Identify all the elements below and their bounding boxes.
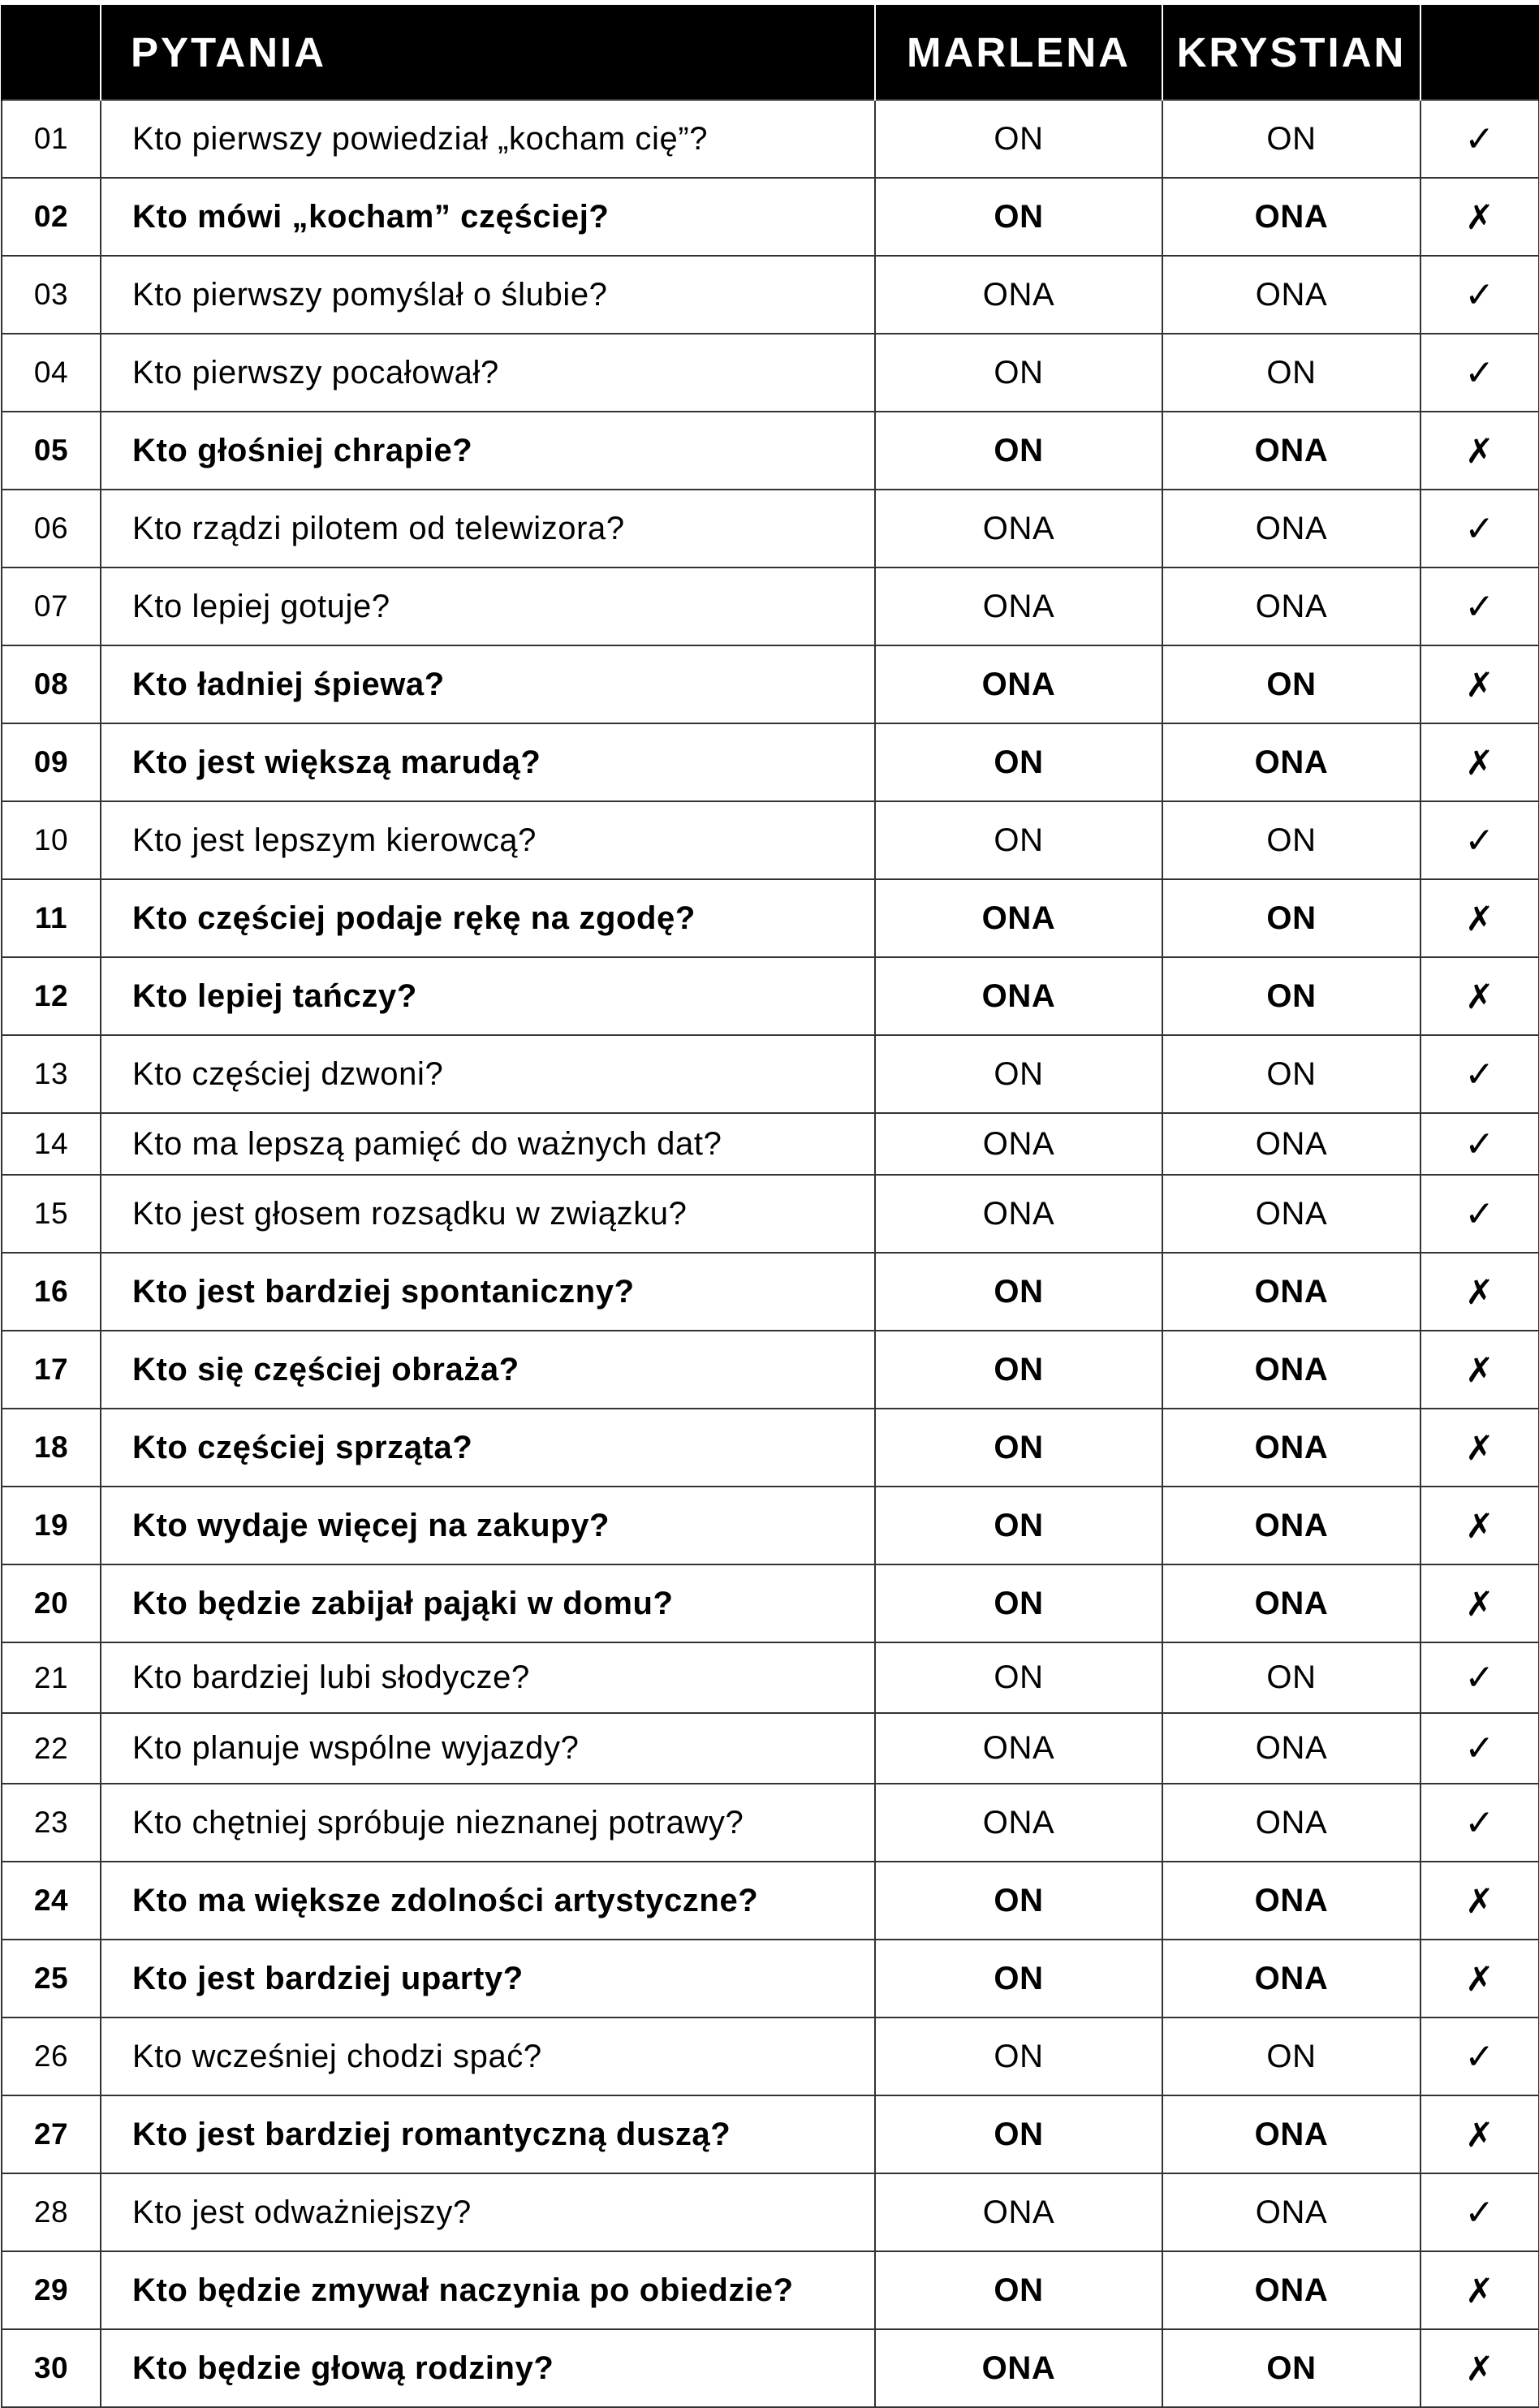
mismatch-cross-icon: ✗ (1420, 957, 1539, 1035)
question-text: Kto będzie zmywał naczynia po obiedzie? (101, 2251, 875, 2329)
question-number: 22 (2, 1713, 101, 1784)
table-row (2, 100, 1539, 178)
table-row (2, 2251, 1539, 2329)
answer-marlena: ONA (875, 490, 1162, 567)
table-row (2, 1035, 1539, 1113)
answer-marlena: ON (875, 801, 1162, 879)
answer-marlena: ON (875, 2017, 1162, 2095)
question-text: Kto jest bardziej romantyczną duszą? (101, 2095, 875, 2173)
answer-krystian: ONA (1162, 256, 1420, 334)
mismatch-cross-icon: ✗ (1420, 2329, 1539, 2407)
answer-marlena: ON (875, 178, 1162, 256)
answer-krystian: ON (1162, 879, 1420, 957)
question-number: 08 (2, 645, 101, 723)
table-row (2, 1331, 1539, 1409)
answer-krystian: ONA (1162, 2251, 1420, 2329)
table-row (2, 1175, 1539, 1253)
answer-marlena: ON (875, 334, 1162, 412)
answer-marlena: ONA (875, 1175, 1162, 1253)
table-row (2, 412, 1539, 490)
question-number: 02 (2, 178, 101, 256)
question-number: 11 (2, 879, 101, 957)
answer-marlena: ONA (875, 879, 1162, 957)
match-check-icon: ✓ (1420, 1784, 1539, 1862)
table-row (2, 2095, 1539, 2173)
mismatch-cross-icon: ✗ (1420, 645, 1539, 723)
question-text: Kto jest lepszym kierowcą? (101, 801, 875, 879)
table-row (2, 178, 1539, 256)
question-number: 21 (2, 1642, 101, 1713)
mismatch-cross-icon: ✗ (1420, 2095, 1539, 2173)
answer-marlena: ONA (875, 256, 1162, 334)
question-number: 26 (2, 2017, 101, 2095)
table-row (2, 1253, 1539, 1331)
question-text: Kto głośniej chrapie? (101, 412, 875, 490)
answer-krystian: ON (1162, 801, 1420, 879)
question-text: Kto planuje wspólne wyjazdy? (101, 1713, 875, 1784)
answer-marlena: ONA (875, 2329, 1162, 2407)
question-number: 16 (2, 1253, 101, 1331)
answer-marlena: ON (875, 1862, 1162, 1940)
question-text: Kto będzie zabijał pająki w domu? (101, 1564, 875, 1642)
answer-krystian: ON (1162, 2329, 1420, 2407)
match-check-icon: ✓ (1420, 100, 1539, 178)
mismatch-cross-icon: ✗ (1420, 412, 1539, 490)
match-check-icon: ✓ (1420, 334, 1539, 412)
question-number: 06 (2, 490, 101, 567)
table-row (2, 1409, 1539, 1487)
answer-krystian: ONA (1162, 1331, 1420, 1409)
question-text: Kto częściej sprząta? (101, 1409, 875, 1487)
header-row (2, 5, 1539, 100)
question-text: Kto jest większą marudą? (101, 723, 875, 801)
question-number: 10 (2, 801, 101, 879)
table-row (2, 490, 1539, 567)
question-number: 18 (2, 1409, 101, 1487)
answer-marlena: ON (875, 1331, 1162, 1409)
header-marlena: MARLENA (875, 5, 1162, 100)
table-row (2, 256, 1539, 334)
answer-marlena: ON (875, 100, 1162, 178)
question-number: 29 (2, 2251, 101, 2329)
header-krystian: KRYSTIAN (1162, 5, 1420, 100)
question-number: 20 (2, 1564, 101, 1642)
answer-krystian: ONA (1162, 178, 1420, 256)
answer-krystian: ONA (1162, 1175, 1420, 1253)
question-number: 19 (2, 1487, 101, 1564)
question-text: Kto pierwszy powiedział „kocham cię”? (101, 100, 875, 178)
match-check-icon: ✓ (1420, 801, 1539, 879)
mismatch-cross-icon: ✗ (1420, 1409, 1539, 1487)
table-row (2, 723, 1539, 801)
answer-krystian: ON (1162, 1642, 1420, 1713)
match-check-icon: ✓ (1420, 2173, 1539, 2251)
question-number: 09 (2, 723, 101, 801)
question-text: Kto jest bardziej uparty? (101, 1940, 875, 2017)
table-row (2, 2173, 1539, 2251)
question-text: Kto ma lepszą pamięć do ważnych dat? (101, 1113, 875, 1175)
table-row (2, 1487, 1539, 1564)
mismatch-cross-icon: ✗ (1420, 1253, 1539, 1331)
answer-krystian: ON (1162, 957, 1420, 1035)
answer-krystian: ONA (1162, 1487, 1420, 1564)
question-text: Kto się częściej obraża? (101, 1331, 875, 1409)
answer-krystian: ONA (1162, 1940, 1420, 2017)
question-text: Kto mówi „kocham” częściej? (101, 178, 875, 256)
answer-marlena: ONA (875, 1713, 1162, 1784)
table-row (2, 1113, 1539, 1175)
table-row (2, 801, 1539, 879)
header-result (1420, 5, 1539, 100)
answer-krystian: ONA (1162, 1784, 1420, 1862)
question-number: 23 (2, 1784, 101, 1862)
answer-marlena: ON (875, 2251, 1162, 2329)
mismatch-cross-icon: ✗ (1420, 1940, 1539, 2017)
match-check-icon: ✓ (1420, 1113, 1539, 1175)
answer-marlena: ONA (875, 1784, 1162, 1862)
answer-marlena: ON (875, 1253, 1162, 1331)
mismatch-cross-icon: ✗ (1420, 879, 1539, 957)
question-text: Kto jest głosem rozsądku w związku? (101, 1175, 875, 1253)
table-row (2, 1862, 1539, 1940)
match-check-icon: ✓ (1420, 1713, 1539, 1784)
answer-marlena: ONA (875, 957, 1162, 1035)
mismatch-cross-icon: ✗ (1420, 1862, 1539, 1940)
question-number: 24 (2, 1862, 101, 1940)
mismatch-cross-icon: ✗ (1420, 1331, 1539, 1409)
question-text: Kto będzie głową rodziny? (101, 2329, 875, 2407)
question-number: 12 (2, 957, 101, 1035)
table-row (2, 1940, 1539, 2017)
question-number: 25 (2, 1940, 101, 2017)
answer-marlena: ON (875, 1564, 1162, 1642)
question-number: 15 (2, 1175, 101, 1253)
answer-marlena: ON (875, 412, 1162, 490)
header-number (2, 5, 101, 100)
answer-krystian: ONA (1162, 1409, 1420, 1487)
question-number: 28 (2, 2173, 101, 2251)
question-number: 03 (2, 256, 101, 334)
question-number: 27 (2, 2095, 101, 2173)
answer-krystian: ON (1162, 645, 1420, 723)
table-row (2, 334, 1539, 412)
answer-krystian: ONA (1162, 412, 1420, 490)
question-text: Kto pierwszy pomyślał o ślubie? (101, 256, 875, 334)
answer-krystian: ON (1162, 334, 1420, 412)
table-row (2, 1564, 1539, 1642)
question-text: Kto ma większe zdolności artystyczne? (101, 1862, 875, 1940)
question-number: 01 (2, 100, 101, 178)
mismatch-cross-icon: ✗ (1420, 2251, 1539, 2329)
answer-marlena: ON (875, 1035, 1162, 1113)
question-number: 05 (2, 412, 101, 490)
answer-marlena: ONA (875, 567, 1162, 645)
match-check-icon: ✓ (1420, 490, 1539, 567)
answer-krystian: ONA (1162, 567, 1420, 645)
table-row (2, 1784, 1539, 1862)
answer-krystian: ONA (1162, 1713, 1420, 1784)
question-text: Kto bardziej lubi słodycze? (101, 1642, 875, 1713)
mismatch-cross-icon: ✗ (1420, 1487, 1539, 1564)
question-text: Kto rządzi pilotem od telewizora? (101, 490, 875, 567)
question-text: Kto wydaje więcej na zakupy? (101, 1487, 875, 1564)
table-row (2, 1642, 1539, 1713)
question-text: Kto częściej podaje rękę na zgodę? (101, 879, 875, 957)
match-check-icon: ✓ (1420, 1642, 1539, 1713)
question-text: Kto wcześniej chodzi spać? (101, 2017, 875, 2095)
answer-krystian: ON (1162, 100, 1420, 178)
table-row (2, 2017, 1539, 2095)
mismatch-cross-icon: ✗ (1420, 178, 1539, 256)
question-number: 14 (2, 1113, 101, 1175)
question-number: 13 (2, 1035, 101, 1113)
answer-krystian: ON (1162, 2017, 1420, 2095)
match-check-icon: ✓ (1420, 1035, 1539, 1113)
answer-marlena: ON (875, 2095, 1162, 2173)
table-row (2, 957, 1539, 1035)
quiz-table (1, 5, 1539, 2408)
answer-krystian: ONA (1162, 723, 1420, 801)
answer-krystian: ONA (1162, 1253, 1420, 1331)
question-text: Kto ładniej śpiewa? (101, 645, 875, 723)
question-text: Kto jest bardziej spontaniczny? (101, 1253, 875, 1331)
question-text: Kto jest odważniejszy? (101, 2173, 875, 2251)
question-text: Kto częściej dzwoni? (101, 1035, 875, 1113)
question-number: 30 (2, 2329, 101, 2407)
table-row (2, 567, 1539, 645)
question-number: 17 (2, 1331, 101, 1409)
table-row (2, 2329, 1539, 2407)
quiz-body (2, 100, 1539, 2407)
answer-marlena: ONA (875, 645, 1162, 723)
match-check-icon: ✓ (1420, 2017, 1539, 2095)
mismatch-cross-icon: ✗ (1420, 1564, 1539, 1642)
table-row (2, 645, 1539, 723)
answer-marlena: ON (875, 723, 1162, 801)
answer-krystian: ONA (1162, 1862, 1420, 1940)
question-text: Kto lepiej gotuje? (101, 567, 875, 645)
question-number: 04 (2, 334, 101, 412)
question-text: Kto lepiej tańczy? (101, 957, 875, 1035)
answer-marlena: ON (875, 1642, 1162, 1713)
answer-krystian: ONA (1162, 2173, 1420, 2251)
answer-krystian: ON (1162, 1035, 1420, 1113)
answer-marlena: ONA (875, 1113, 1162, 1175)
answer-krystian: ONA (1162, 490, 1420, 567)
answer-krystian: ONA (1162, 1564, 1420, 1642)
header-questions: PYTANIA (101, 5, 875, 100)
answer-marlena: ONA (875, 2173, 1162, 2251)
question-text: Kto pierwszy pocałował? (101, 334, 875, 412)
answer-krystian: ONA (1162, 2095, 1420, 2173)
match-check-icon: ✓ (1420, 256, 1539, 334)
mismatch-cross-icon: ✗ (1420, 723, 1539, 801)
table-row (2, 879, 1539, 957)
question-number: 07 (2, 567, 101, 645)
answer-marlena: ON (875, 1940, 1162, 2017)
answer-krystian: ONA (1162, 1113, 1420, 1175)
match-check-icon: ✓ (1420, 567, 1539, 645)
question-text: Kto chętniej spróbuje nieznanej potrawy? (101, 1784, 875, 1862)
table-row (2, 1713, 1539, 1784)
answer-marlena: ON (875, 1409, 1162, 1487)
match-check-icon: ✓ (1420, 1175, 1539, 1253)
answer-marlena: ON (875, 1487, 1162, 1564)
